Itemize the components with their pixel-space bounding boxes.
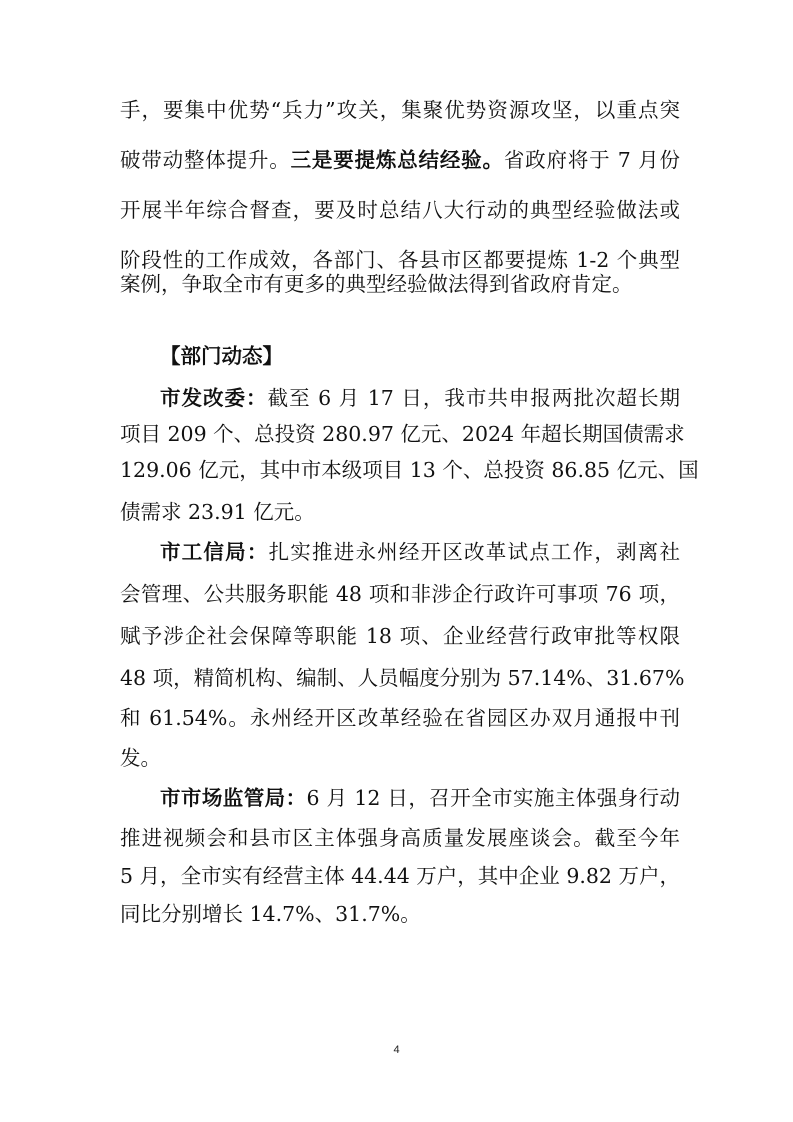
dept2-text-3: 赋予涉企社会保障等职能 18 项、企业经营行政审批等权限 [120, 624, 680, 648]
dept1-text-1: 截至 6 月 17 日，我市共申报两批次超长期 [267, 386, 680, 410]
dept2-line-3 [120, 618, 680, 654]
intro-line-1 [120, 92, 680, 128]
dept2-text-2: 会管理、公共服务职能 48 项和非涉企行政许可事项 76 项， [120, 582, 680, 606]
dept1-name: 市发改委： [160, 386, 268, 410]
dept2-line-2 [120, 576, 680, 612]
dept2-name: 市工信局： [160, 540, 269, 564]
dept2-line-4 [120, 660, 685, 696]
intro-text-2a: 破带动整体提升。 [120, 148, 291, 172]
dept3-text-2: 推进视频会和县市区主体强身高质量发展座谈会。截至今年 [120, 826, 680, 850]
dept2-text-6: 发。 [120, 746, 161, 770]
intro-text-1: 手，要集中优势“兵力”攻关，集聚优势资源攻坚，以重点突 [120, 98, 680, 122]
dept2-line-6 [120, 740, 680, 776]
intro-text-5: 案例，争取全市有更多的典型经验做法得到省政府肯定。 [120, 272, 633, 296]
dept2-line-5 [120, 700, 680, 736]
dept2-text-1: 扎实推进永州经开区改革试点工作，剥离社 [268, 540, 681, 564]
dept2-line-1 [160, 534, 680, 570]
dept3-line-3 [120, 858, 680, 894]
dept3-text-4: 同比分别增长 14.7%、31.7%。 [120, 902, 421, 926]
intro-line-5 [120, 266, 680, 302]
dept1-text-2: 项目 209 个、总投资 280.97 亿元、2024 年超长期国债需求 [120, 422, 685, 446]
dept3-line-4 [120, 896, 680, 932]
dept3-text-1: 6 月 12 日，召开全市实施主体强身行动 [306, 786, 680, 810]
intro-line-2 [120, 142, 680, 178]
dept1-text-4: 债需求 23.91 亿元。 [120, 500, 315, 524]
page-number: 4 [393, 1044, 400, 1056]
dept1-line-3 [120, 452, 699, 488]
dept3-line-1 [160, 780, 680, 816]
dept3-text-3: 5 月，全市实有经营主体 44.44 万户，其中企业 9.82 万户， [120, 864, 680, 888]
intro-key-point: 三是要提炼总结经验。 [290, 148, 504, 172]
dept2-text-4: 48 项，精简机构、编制、人员幅度分别为 57.14%、31.67% [120, 666, 685, 690]
dept1-line-2 [120, 416, 685, 452]
dept1-text-3: 129.06 亿元，其中市本级项目 13 个、总投资 86.85 亿元、国 [120, 458, 699, 482]
intro-text-2b: 省政府将于 7 月份 [503, 148, 681, 172]
intro-line-3 [120, 192, 680, 228]
intro-text-4: 阶段性的工作成效，各部门、各县市区都要提炼 1-2 个典型 [120, 248, 680, 272]
dept1-line-4 [120, 494, 680, 530]
dept3-name: 市市场监管局： [160, 786, 307, 810]
section-title: 【部门动态】 [160, 344, 283, 368]
dept1-line-1 [160, 380, 680, 416]
dept2-text-5: 和 61.54%。永州经开区改革经验在省园区办双月通报中刊 [120, 706, 680, 730]
dept3-line-2 [120, 820, 680, 856]
intro-text-3: 开展半年综合督查，要及时总结八大行动的典型经验做法或 [120, 198, 680, 222]
